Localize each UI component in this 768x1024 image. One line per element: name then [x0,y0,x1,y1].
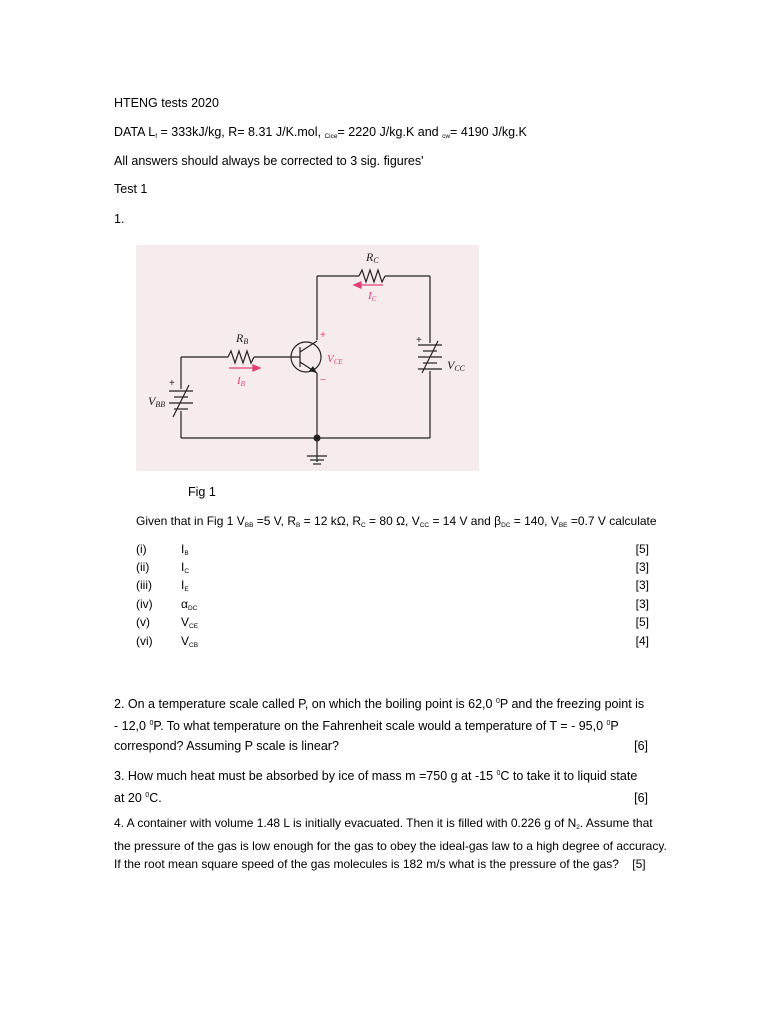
q3-marks: [6] [634,791,648,805]
question-4: 4. A container with volume 1.48 L is initially evacuated. Then it is filled with 0.226 g of $N_2$. Assume that the pressure of the gas is low enough for the gas to obey the ideal-gas law to a high degree of accuracy. If the root mean square speed of the gas molecules is 182 m/s what is the pressure of the gas? [5] [114,816,667,871]
ic-label: IC [368,290,377,303]
part-row-ii: (ii) $I_C$ [3] [136,560,649,575]
rb-resistor [228,351,254,363]
vcc-plus-sign: + [416,335,422,346]
vce-plus-sign: + [320,330,326,341]
question-1-number: 1. [114,212,125,226]
rc-label: RC [366,250,379,265]
part-row-i: (i) $I_B$ [5] [136,542,649,557]
vbb-label: VBB [148,394,166,409]
q4-marks: [5] [632,857,646,871]
data-constants-line: DATA $L_f = 333kJ/kg$, R= 8.31 J/K.mol, $_{Cice}$= 2220 J/kg.K and $_{cw}$= 4190 J/kg.K [114,125,527,140]
part-row-vi: (vi) $V_{CB}$ [4] [136,634,649,649]
q2-marks: [6] [634,739,648,753]
question-3: 3. How much heat must be absorbed by ice of mass m =750 g at -15 $^0$C to take it to liquid state at 20 $^0$C. [6] [114,764,654,808]
part-row-iii: (iii) $I_E$ [3] [136,578,649,593]
junction-dot [314,435,321,442]
instruction-text: All answers should always be corrected to 3 sig. figures' [114,154,424,168]
transistor-circuit-diagram [136,245,479,471]
given-statement: Given that in Fig 1 $V_{BB} =5$ V, $R_B = 12$ kΩ, $R_C = 80$ Ω, $V_{CC} = 14$ V and $\beta_{DC} = 140$, $V_{BE} =0.7$ V calculate [136,514,657,529]
question-2: 2. On a temperature scale called P, on which the boiling point is 62,0 $^0$P and the freezing point is - 12,0 $^0$P. To what temperature on the Fahrenheit scale would a temperature of T = - 95,0 $^0$P correspond? Assuming P scale is linear? [6] [114,692,654,756]
vcc-label: VCC [447,358,466,373]
document-title: HTENG tests 2020 [114,96,219,110]
figure-caption: Fig 1 [188,485,216,499]
ib-label: IB [237,375,245,388]
part-row-v: (v) $V_{CE}$ [5] [136,615,649,630]
test-label: Test 1 [114,182,148,196]
part-row-iv: (iv) $\alpha_{DC}$ [3] [136,597,649,612]
vce-minus-sign: − [320,375,326,386]
vce-label: VCE [327,353,343,366]
rb-label: RB [236,331,249,346]
rc-resistor [359,270,385,282]
vbb-plus-sign: + [169,378,175,389]
circuit-figure [136,245,479,471]
